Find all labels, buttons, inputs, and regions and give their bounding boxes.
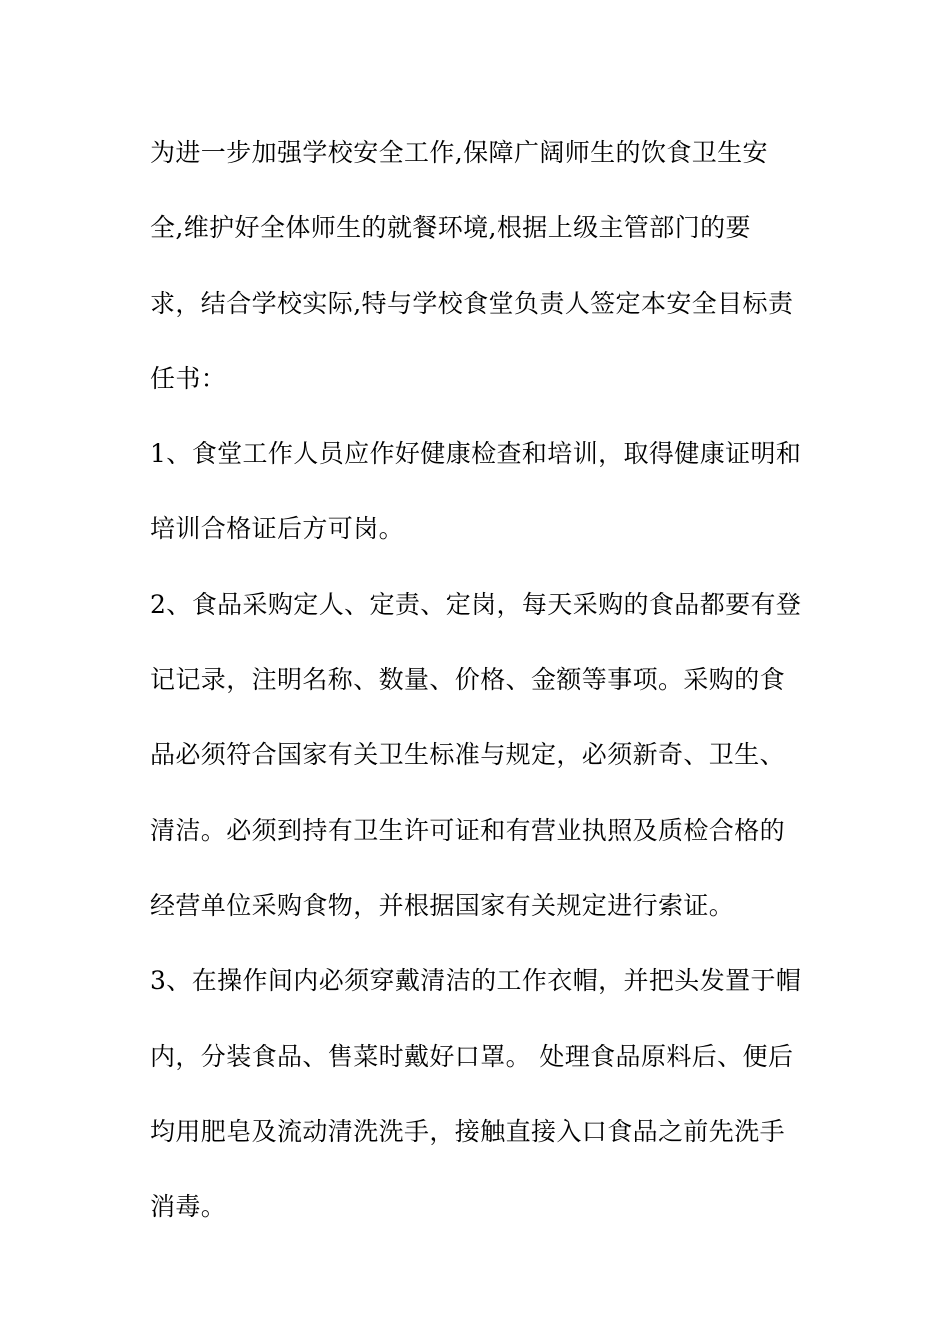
intro-line-3: 求，结合学校实际,特与学校食堂负责人签定本安全目标责 bbox=[150, 288, 794, 318]
document-body bbox=[150, 128, 810, 1257]
clause-3-line-1: 3、在操作间内必须穿戴清洁的工作衣帽，并把头发置于帽 bbox=[150, 966, 802, 996]
intro-line-2: 全,维护好全体师生的就餐环境,根据上级主管部门的要 bbox=[150, 213, 751, 243]
clause-2-line-3: 品必须符合国家有关卫生标准与规定，必须新奇、卫生、 bbox=[150, 740, 786, 770]
clause-2-line-1: 2、食品采购定人、定责、定岗，每天采购的食品都要有登 bbox=[150, 589, 802, 619]
clause-2-line-2: 记记录，注明名称、数量、价格、金额等事项。采购的食 bbox=[150, 665, 786, 695]
intro-line-1: 为进一步加强学校安全工作,保障广阔师生的饮食卫生安 bbox=[150, 138, 768, 167]
clause-3-line-2: 内，分装食品、售菜时戴好口罩。 处理食品原料后、便后 bbox=[150, 1041, 794, 1071]
intro-line-4: 任书： bbox=[150, 363, 227, 393]
clause-2-line-5: 经营单位采购食物，并根据国家有关规定进行索证。 bbox=[150, 890, 735, 920]
clause-1-line-1: 1、食堂工作人员应作好健康检查和培训，取得健康证明和 bbox=[150, 439, 802, 469]
clause-1-line-2: 培训合格证后方可岗。 bbox=[150, 514, 405, 544]
clause-3-line-4: 消毒。 bbox=[150, 1192, 227, 1222]
clause-3-line-3: 均用肥皂及流动清洗洗手，接触直接入口食品之前先洗手 bbox=[150, 1116, 786, 1146]
clause-2-line-4: 清洁。必须到持有卫生许可证和有营业执照及质检合格的 bbox=[150, 815, 786, 845]
